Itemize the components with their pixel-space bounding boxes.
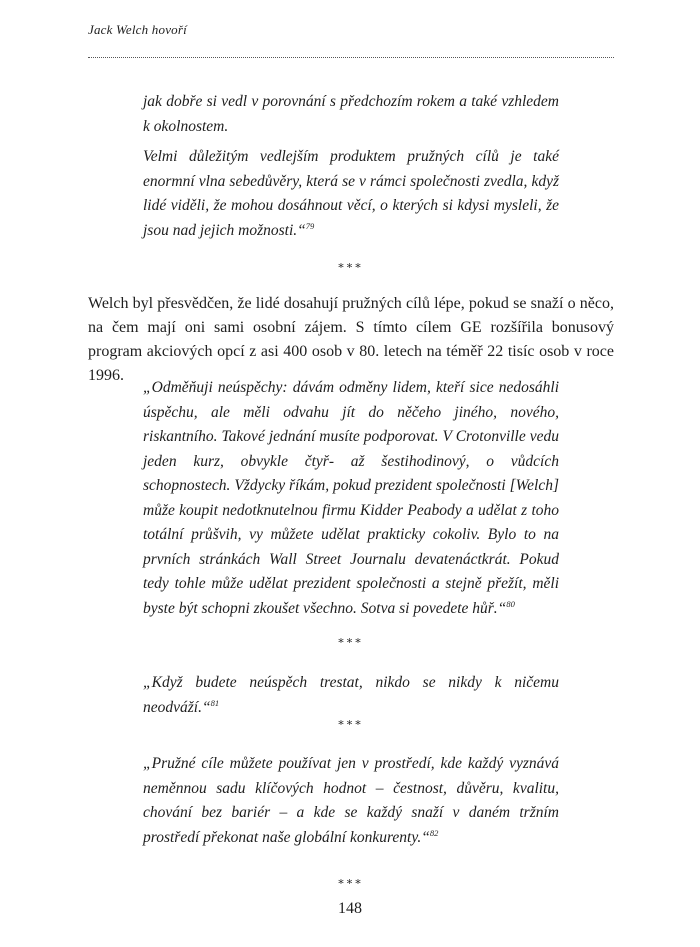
body-paragraph: Welch byl přesvědčen, že lidé dosahují pružných cílů lépe, pokud se snaží o něco, na čem mají oni sami osobní zájem. S tímto cílem GE rozšířila bonusový program akciových opcí z asi 400 osob v 80. letech na téměř 22 tisíc osob v roce 1996. bbox=[88, 295, 614, 384]
footnote-ref: 80 bbox=[506, 598, 515, 609]
quote-text: „Odměňuji neúspěchy: dávám odměny lidem, kteří sice nedosáhli úspěchu, ale měli odvahu jít do něčeho jiného, nového, riskantního. Takové jednání musíte podporovat. V Crotonville vedu jeden kurz, obvykle čtyř- až šestihodinový, o vůdcích schopnostech. Vždycky říkám, pokud prezident společnosti [Welch] může koupit nedotknutelnou firmu Kidder Peabody a udělat z toho totální průšvih, vy můžete udělat prakticky cokoliv. Bylo to na prvních stránkách Wall Street Journalu devatenáctkrát. Pokud tedy tohle může udělat prezident společnosti a stejně přežít, měli byste být schopni zkoušet všechno. Sotva si povedete hůř.“ bbox=[143, 379, 559, 617]
footnote-ref: 81 bbox=[210, 697, 220, 708]
quote-text: jak dobře si vedl v porovnání s předchozím rokem a také vzhledem k okolnostem. bbox=[143, 93, 559, 135]
quote-block bbox=[143, 376, 559, 621]
quote-text: „Pružné cíle můžete používat jen v prostředí, kde každý vyznává neměnnou sadu klíčových hodnot – čestnost, důvěru, kvalitu, chování bez bariér – a kde se každý snaží v daném tržním prostředí překonat naše globální konkurenty.“ bbox=[143, 755, 559, 846]
section-separator: ∗∗∗ bbox=[337, 717, 363, 729]
quote-block bbox=[143, 671, 559, 720]
footnote-ref: 79 bbox=[305, 220, 315, 231]
section-separator: ∗∗∗ bbox=[337, 876, 363, 888]
quote-block bbox=[143, 752, 559, 850]
header-dotted-rule bbox=[88, 57, 614, 58]
footnote-ref: 82 bbox=[429, 827, 439, 838]
quote-text: „Když budete neúspěch trestat, nikdo se nikdy k ničemu neodváží.“ bbox=[143, 674, 559, 716]
section-separator: ∗∗∗ bbox=[337, 260, 363, 272]
section-separator: ∗∗∗ bbox=[337, 635, 363, 647]
quote-text: Velmi důležitým vedlejším produktem pružných cílů je také enormní vlna sebedůvěry, která se v rámci společnosti zvedla, když lidé viděli, že mohou dosáhnout věcí, o kterých si kdysi mysleli, že jsou nad jejich možnosti.“ bbox=[143, 148, 559, 239]
quote-block bbox=[143, 145, 559, 243]
page-number: 148 bbox=[338, 900, 362, 917]
quote-continuation bbox=[143, 90, 559, 139]
running-header: Jack Welch hovoří bbox=[88, 22, 187, 37]
